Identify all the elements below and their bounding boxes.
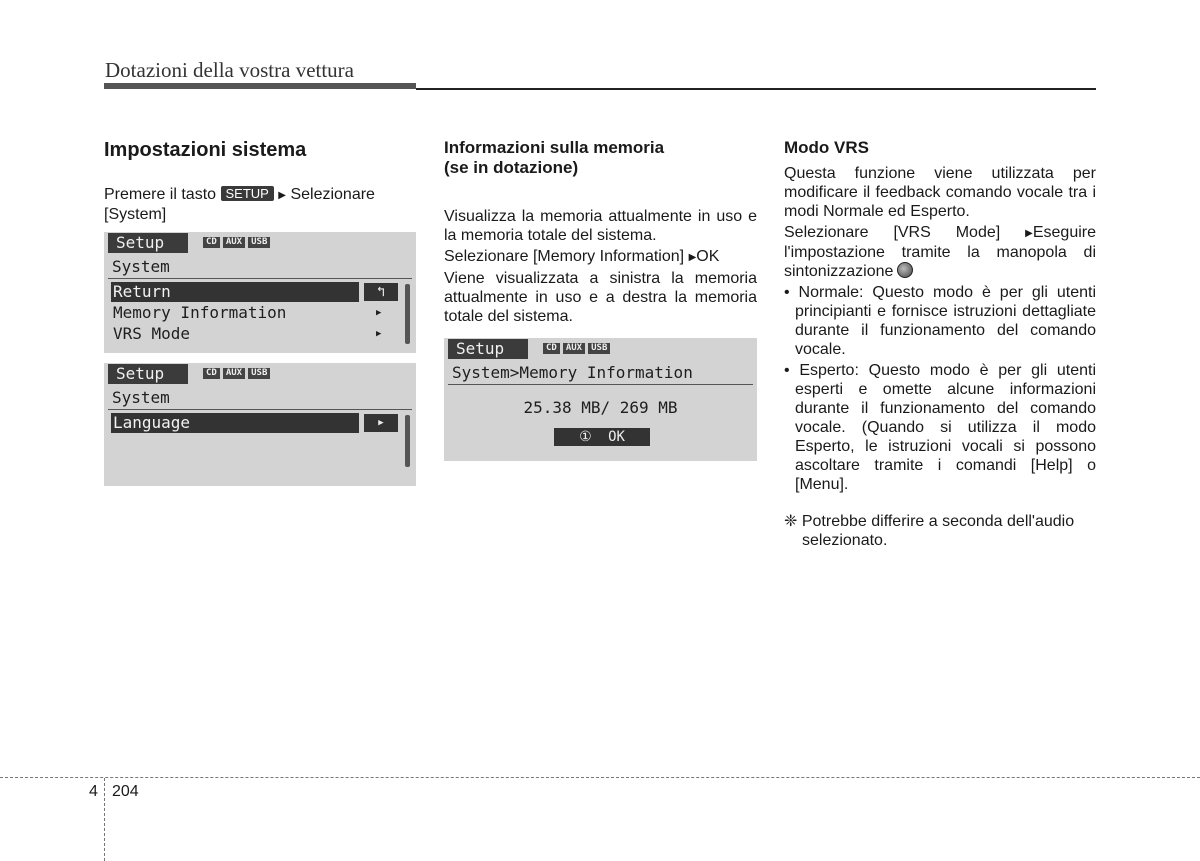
screen-tab: Setup xyxy=(448,339,528,359)
page-number: 204 xyxy=(112,783,139,800)
paragraph-1: Visualizza la memoria attualmente in uso e la memoria totale del sistema. xyxy=(444,208,757,244)
tuning-knob-icon xyxy=(897,262,913,278)
ok-button: ① OK xyxy=(554,428,650,446)
section-heading: Impostazioni sistema xyxy=(104,139,307,161)
screen-system-menu xyxy=(104,232,416,353)
paragraph-2: Selezionare [Memory Information] ▶OK xyxy=(444,248,720,265)
screen-header xyxy=(104,363,416,385)
section-heading: Informazioni sulla memoria (se in dotazione) xyxy=(444,138,665,177)
screen-system-language xyxy=(104,363,416,486)
section-heading: Modo VRS xyxy=(784,138,869,157)
source-icons xyxy=(203,368,273,379)
cd-icon: CD xyxy=(543,343,560,354)
usb-icon: USB xyxy=(248,368,270,379)
chapter-number: 4 xyxy=(89,783,98,800)
screen-divider xyxy=(108,409,412,410)
screen-header xyxy=(104,232,416,254)
source-icons xyxy=(203,237,273,248)
return-icon: ↰ xyxy=(364,283,398,301)
source-icons xyxy=(543,343,613,354)
triangle-right-icon: ▶ xyxy=(688,252,697,263)
scrollbar xyxy=(405,415,410,467)
header-rule xyxy=(416,88,1096,90)
arrow-right-icon: ▶ xyxy=(376,308,382,318)
screen-header xyxy=(444,338,757,360)
screen-divider xyxy=(108,278,412,279)
paragraph-3: Viene visualizzata a sinistra la memoria attualmente in uso e a destra la memoria totale del sistema. xyxy=(444,270,757,325)
aux-icon: AUX xyxy=(223,368,245,379)
aux-icon: AUX xyxy=(563,343,585,354)
screen-divider xyxy=(448,384,753,385)
header-rule-dark xyxy=(104,83,416,89)
usb-icon: USB xyxy=(588,343,610,354)
menu-item-memory-information: Memory Information xyxy=(113,303,287,322)
running-header: Dotazioni della vostra vettura xyxy=(105,58,354,82)
menu-item-vrs-mode: VRS Mode xyxy=(113,324,191,343)
footer-vertical-rule xyxy=(104,778,105,861)
aux-icon: AUX xyxy=(223,237,245,248)
screen-subtitle: System xyxy=(112,388,170,407)
memory-usage-readout: 25.38 MB/ 269 MB xyxy=(523,398,678,417)
intro-paragraph: Premere il tasto SETUP ▶ Selezionare [System] xyxy=(104,186,375,223)
footer-rule xyxy=(0,777,1200,778)
usb-icon: USB xyxy=(248,237,270,248)
triangle-right-icon: ▶ xyxy=(1025,228,1033,239)
menu-item-return: Return xyxy=(111,282,359,302)
screen-tab: Setup xyxy=(108,364,188,384)
column-system-settings xyxy=(104,138,416,224)
menu-item-language: Language xyxy=(111,413,359,433)
screen-tab: Setup xyxy=(108,233,188,253)
bullet-esperto: • Esperto: Questo modo è per gli utenti esperti e omette alcune informazioni durante il funzionamento del comando vocale. (Quando si utilizza il modo Esperto, le istruzioni vocali si possono ascoltare tramite i comandi [Help] o [Menu]. xyxy=(784,362,1096,493)
paragraph-1: Questa funzione viene utilizzata per modificare il feedback comando vocale tra i modi Normale ed Esperto. xyxy=(784,165,1096,220)
footnote: ❈ Potrebbe differire a seconda dell'audio selezionato. xyxy=(784,513,1075,549)
triangle-right-icon: ▶ xyxy=(278,190,286,201)
screen-subtitle: System xyxy=(112,257,170,276)
setup-key-label: SETUP xyxy=(221,186,274,201)
column-memory-information xyxy=(444,138,757,326)
scrollbar xyxy=(405,284,410,344)
screen-subtitle: System>Memory Information xyxy=(452,363,693,382)
bullet-normale: • Normale: Questo modo è per gli utenti principianti e fornisce istruzioni dettagliate durante il funzionamento del comando vocale. xyxy=(784,284,1096,358)
screen-memory-information xyxy=(444,338,757,461)
number-one-icon: ① xyxy=(579,429,592,445)
column-vrs-mode xyxy=(784,138,1096,550)
arrow-right-icon: ▶ xyxy=(376,329,382,339)
cd-icon: CD xyxy=(203,237,220,248)
arrow-right-icon: ▶ xyxy=(364,414,398,432)
cd-icon: CD xyxy=(203,368,220,379)
paragraph-2: Selezionare [VRS Mode] ▶Eseguire l'impostazione tramite la manopola di sintonizzazione xyxy=(784,224,1097,280)
